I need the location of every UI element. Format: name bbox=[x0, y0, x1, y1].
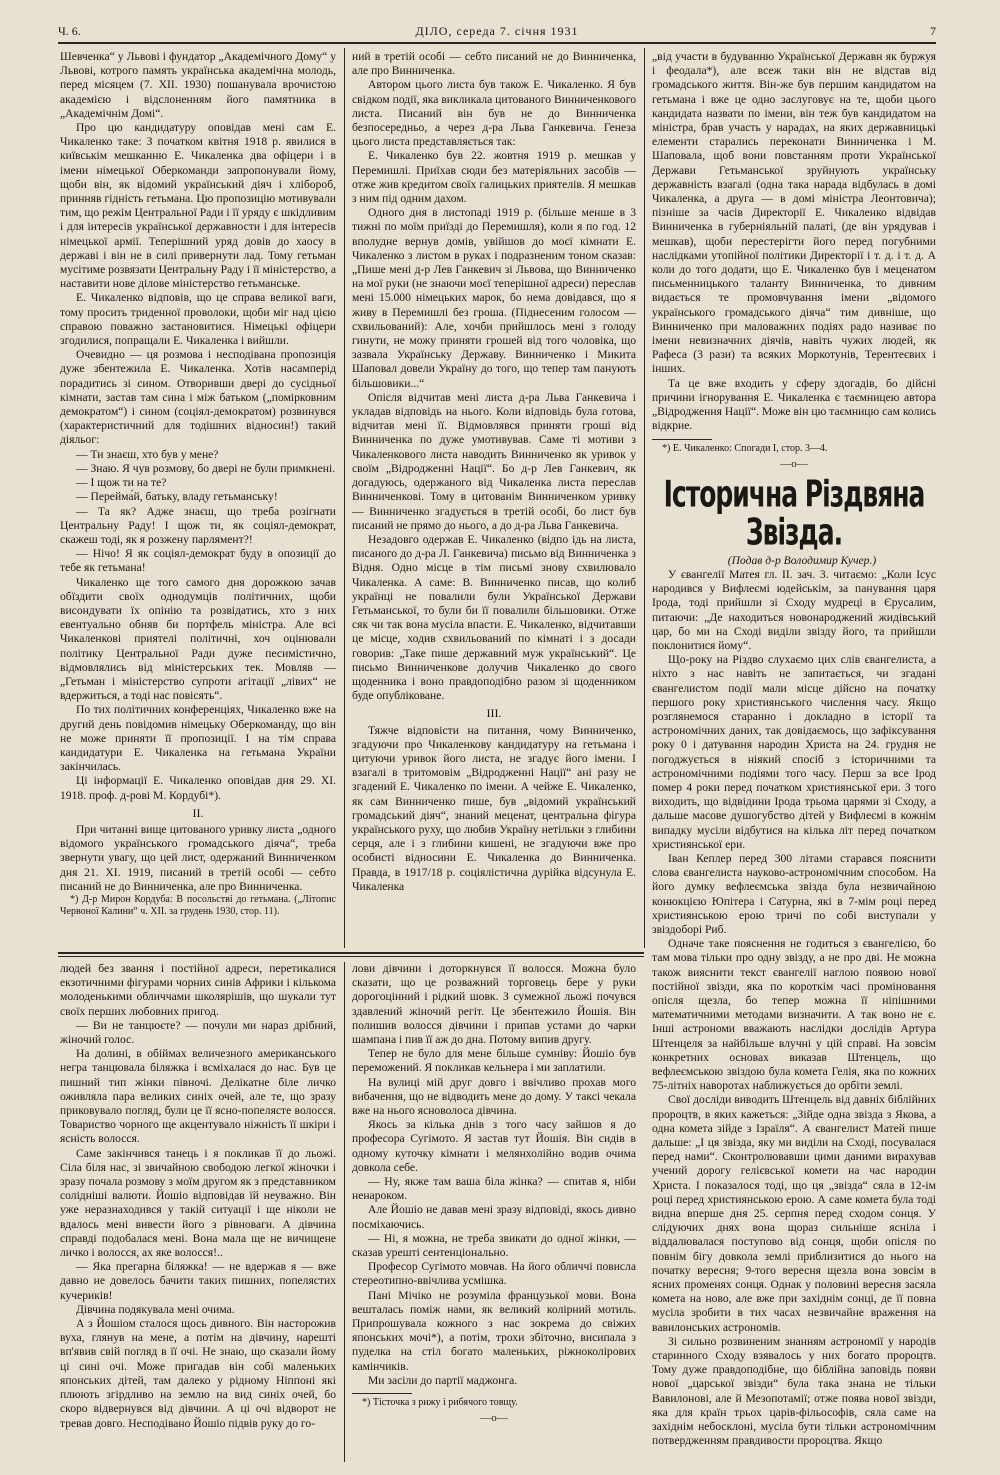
paragraph: Дівчина подякувала мені очима. bbox=[76, 1302, 235, 1316]
dialogue-line: — Перейма́й, батьку, владу гетьманську! bbox=[76, 490, 278, 504]
paragraph: А з Йошіом сталося щось дивного. Він насторожив вуха, глянув на мене, а потім на дівчину, нарешті вп'явив свій погляд в її очі. Не знаю, що сказали йому ці сині очі. Може пригадав він собі маленьких японських дітей, там далеко у рідному Ніппоні які плюють згірдливо на землю на вид синіх очей, бо скоро відвернувся від дівчини. А ці очі відворот не тревав довго. Несподівано Йошіо підвів руку до го- bbox=[60, 1317, 336, 1430]
paragraph: Про цю кандидатуру оповідав мені сам Е. Чикаленко таке: З початком квітня 1918 р. явилися в київськім мешканню Е. Чикаленка два офіцери і в імени німецької Оберкоманди запропонували йому, щоби він, як відомий український діяч і хлібороб, принняв гідність гетьмана. Цю пропозицію мотивували тим, що режім Центральної Ради і її уряду є шкідливим і для інтересів української державности і для інтересів німецької армії. Теперішний уряд довів до хаосу в державі і він не в силі привернути лад. Тому гетьман мусітиме розвязати Центральну Раду і її міністерство, а наставити нове ділове міністерство гетьманське. bbox=[60, 121, 336, 291]
dialogue-line: — Яка прегарна біляжка! — не вдержав я — вже давно не довелось бачити таких пишних, попелястих кучериків! bbox=[60, 1260, 336, 1302]
paragraph: Свої досліди виводить Штенцель від давніх біблійних пророцтв, в яких кажеться: „Зійде одна звізда з Якова, а одна комета зійде з Ізраїля“. А євангелист Матей пише дальше: „І ця звізда, яку ми виділи на Сході, посувалася перед нами“. Сконтролювавши цими даними вирахував учений дорогу гелієвської комети на час народин Христа. І показалося тоді, що ця „звізда“ сяла в 12-ім році перед християнською ерою. А саме комета була тоді видна вперше дня 25. серпня перед сходом сонця. У слідуючих днях вона щораз сильніше ясніла і віддалювалася поступово від сонця, щоби опісля по повнім бігу довкола землі приблизитися до нього на початку вересня; 9-того вересня щезла вона зовсім в ясних променях сонця. Однак у половині вересня засяла комета на ново, але вже при західнім сонці, де її повна мусіла зробити в тих часах незвичайне враження на вавилонських астрономів. bbox=[652, 1093, 936, 1334]
separator-ornament: —o— bbox=[780, 458, 808, 471]
dialogue-line: — Нічо! Я як соціял-демократ буду в опозиції до тебе як гетьмана! bbox=[60, 547, 336, 575]
paragraph: На долині, в обіймах величезного американського негра танцювала біляжка і всміхалася до нас. Був це пишний тип жінки півночі. Делікатне біле личко оживляла пара великих синіх очей, але те, що зразу приковувало погляд, були це її ясно-попелясте волосся. Товариство чорного ще акцентувало ніжність її шкіри і ясність волосся. bbox=[60, 1047, 336, 1146]
paragraph: лови дівчини і доторкнувся її волосся. Можна було сказати, що це розважний торговець бере у руки дорогоцінний і рідкий шовк. З сумежної льожі почувся здавлений жіночий регіт. Це збентежило Йошія. Він полишив волосся дівчини і припав устами до чарки шампана і пив її аж до дна. Потому випив другу. bbox=[352, 962, 636, 1047]
masthead: ДІЛО, середа 7. січня 1931 bbox=[415, 24, 579, 38]
paragraph: Очевидно — ця розмова і несподівана пропозиція дуже збентежила Е. Чикаленка. Хотів насамперід порадитись зі сином. Отворивши двері до сусідньої кімнати, застав там сина і між батьком („помірковним демократом“) і сином (соціял-демократом) розвинувся (характеристичний для тодішних відносин!) такий діяльог: bbox=[60, 348, 336, 447]
section-number: II. bbox=[192, 805, 204, 820]
paragraph: Опісля відчитав мені листа д-ра Льва Ганкевича і укладав відповідь на нього. Коли відповідь була готова, відчитав мені її. Відмовлявся приняти гроші від Винниченка по дуже умотивував. Саме ті мотиви з Чикаленкового листа наводить Винниченко як уривок у своїм „Відродженні Нації“. Бо д-р Лев Ганкевич, як догадуюсь, одержаного від Чикаленка листа переслав Винниченкові. Тому в цитованім Винниченком уривку — Винниченко згадується в третій особі, бо лист був писаний не прямо до нього, а до д-ра Льва Ганкевича. bbox=[352, 390, 636, 532]
feuilleton-column-1 bbox=[60, 962, 336, 1467]
feuilleton-rule-thin bbox=[58, 956, 644, 957]
footnote: *) Тісточка з рижу і рибячого товщу. bbox=[362, 1397, 518, 1409]
feuilleton-column-2 bbox=[352, 962, 636, 1467]
paragraph: По тих політичних конференціях, Чикаленко вже на другий день повідомив німецьку Оберкоманду, що він не може приняти її пропозиції. І на тім справа кандидатури Е. Чикаленка на гетьмана України закінчилась. bbox=[60, 703, 336, 774]
bottom-column-rule bbox=[344, 962, 345, 1462]
paragraph: У євангелії Матея гл. II. зач. 3. читаємо: „Коли Ісус народився у Вифлеємі юдейськім, за панування царя Ірода, тоді прийшли зі Сходу мудреці в Єрусалим, питаючи: „Де находиться новонароджений жидівський цар, бо ми на Сході виділи звізду його, та прийшли поклонитися йому“. bbox=[652, 567, 936, 652]
header-issue: Ч. 6. bbox=[58, 24, 81, 38]
paragraph: При читанні вище цитованого уривку листа „одного відомого українського громадського діяча“, треба звернути увагу, що цей лист, одержаний Винниченком дня 21. XI. 1919, писаний в третій особі — себто писаний не до Винниченка, але про Винниченка. bbox=[60, 822, 336, 893]
article-byline: (Подав д-р Володимир Кучер.) bbox=[727, 553, 877, 567]
paragraph: Якось за кілька днів з того часу зайшов я до професора Сугімото. Я застав тут Йошія. Він сидів в одному куточку кімнати і мелянхолійно водив очима довкола себе. bbox=[352, 1118, 636, 1174]
paragraph: Зі сильно розвиненим знанням астрономії у народів старинного Сходу взявалось у них богато пророцтв. Тому дуже правдоподібне, що біблійна заповідь появи нової „царської звізди“ була така знана не тільки Вавилонові, але й Мезопотамії; отже поява нової звізди, яка для країн трьох царів-фільософів, сяла саме на західнім небосклоні, мусіла бути тільки астрономічним потвердженням правдивости пророцтва. Якщо bbox=[652, 1334, 936, 1448]
paragraph: Е. Чикаленко був 22. жовтня 1919 р. мешкав у Перемишлі. Приїхав сюди без матеріяльних засобів — отже жив кредитом своїх галицьких приятелів. Я мешкав з ним під одним дахом. bbox=[352, 149, 636, 206]
feuilleton-rule bbox=[58, 952, 644, 954]
paragraph: Е. Чикаленко відповів, що це справа великої ваги, тому просить триденної проволоки, щоби міг над цією справою поважно застановитися. Німецькі офіцери згодилися, попращали Е. Чикаленка і вийшли. bbox=[60, 291, 336, 348]
paragraph: Саме закінчився танець і я покликав її до льожі. Сіла біля нас, зі звичайною свободою легкої жіночки і зразу почала розмову з моїм другом як з представником солідніші валюти. Йошіо відповідав їй неуважно. Він уже неразнаходився у такій ситуації і ще ніколи не вдалось мені вивести його з рівноваги. А дівчина справді подобалася мені. Вона мала ще не вичищене личко і волосся, ах яке волосся!.. bbox=[60, 1146, 336, 1260]
page-header bbox=[58, 24, 936, 40]
dialogue-line: — Ну, якже там ваша біла жінка? — спитав я, ніби ненароком. bbox=[352, 1175, 636, 1203]
paragraph: Незадовго одержав Е. Чикаленко (відпо ідь на листа, писаного до д-ра Л. Ганкевича) письмо від Винниченка з Відня. Одно місце в тім письмі знову схвилювало Чикаленка. А саме: В. Винниченко писав, що колиб українці не повалили були Української Держави Гетьманської, то були би її повалили більшовики. Отже сяк чи так вона мусіла впасти. Е. Чикаленко, відчитавши це місце, ходив схвильований по кімнаті і з досади говорив: „Таке пише державний муж український“. Це письмо Винниченкове долучив Чикаленко до свого щоденника і воно правдоподібно разом зі щоденником буде опубліковане. bbox=[352, 532, 636, 703]
paragraph: Та це вже входить у сферу здогадів, бо дійсні причини ігнорування Е. Чикаленка є таємницею автора „Відродження Нації“. Може він цю таємницю сам колись відкрие. bbox=[652, 376, 936, 433]
paragraph: Професор Сугімото мовчав. На його обличчі повисла стереотипно-ввічлива усмішка. bbox=[352, 1260, 636, 1288]
section-number: III. bbox=[486, 706, 502, 721]
paragraph: Шевченка“ у Львові і фундатор „Академічного Дому“ у Львові, котрого память українська академічна молодь, перед місяцем (7. XII. 1930) пошанувала врочистою академією і відслоненням його памятника в „Академічнім Домі“. bbox=[60, 50, 336, 120]
footnote-rule bbox=[652, 439, 712, 440]
paragraph: Ми засіли до партії маджонга. bbox=[368, 1373, 518, 1387]
paragraph: Тяжче відповісти на питання, чому Винниченко, згадуючи про Чикаленкову кандидатуру на гетьмана і цитуючи уривок його листа, не згадує його імени. І взагалі в тритомовім „Відродженні Нації“ ані разу не згадений Е. Чикаленко по імени. А чейже Е. Чикаленко, як сам Винниченко пише, був „відомий український громадський діяч“, знаний меценат, центральна фігура українського руху, що любив Україну нетільки з глибини серця, але і з глибини кишені, не згадуючи вже про особисті відносини Е. Чикаленка до Винниченка. Правда, в 1917/18 р. соціялістична дурійка відсунула Е. Чикаленка bbox=[352, 723, 636, 893]
article-column-3 bbox=[652, 50, 936, 1465]
paragraph: Чикаленко ще того самого дня дорожкою зачав обїздити своїх однодумців політичних, щоби висондувати їх опінію та розвідатись, хто з них евентуально обняв би портфель міністра. Але всі Чикаленкові приятелі політичні, хоч оцінювали політику Центральної Ради дуже песимістично, відмовлялись від міністерських тек. Мовляв — „Гетьман і міністерство супроти агітації „лівих“ не вдержиться, а тоді нас повісять“. bbox=[60, 575, 336, 703]
footnote-rule bbox=[352, 1393, 412, 1394]
dialogue-line: — І щож ти на те? bbox=[76, 476, 167, 490]
paragraph: Ці інформації Е. Чикаленко оповідав дня 29. XI. 1918. проф. д-рові М. Кордубі*). bbox=[60, 774, 336, 802]
paragraph: ний в третій особі — себто писаний не до Винниченка, але про Винниченка. bbox=[352, 50, 636, 78]
paragraph: Автором цього листа був також Е. Чикаленко. Я був свідком події, яка викликала цитованого Винниченкового листа. Писаний він був не до Винниченка безпосередньо, а через д-ра Льва Ганкевича. Генеза цього листа представляється так: bbox=[352, 78, 636, 149]
article-column-1 bbox=[60, 50, 336, 935]
dialogue-line: — Ви не танцюєте? — почули ми нараз дрібний, жіночий голос. bbox=[60, 1018, 336, 1047]
paragraph: На вулиці мій друг довго і ввічливо прохав мого вибачення, що не відводить мене до дому. У таксі чекала вже на нього ясноволоса дівчина. bbox=[352, 1075, 636, 1118]
header-rule bbox=[58, 42, 936, 44]
dialogue-line: — Ні, я можна, не треба звикати до одної жінки, — сказав урешті сентенціонально. bbox=[352, 1231, 636, 1260]
footnote: *) Е. Чикаленко: Спогади I, стор. 3—4. bbox=[662, 443, 828, 455]
column-rule-2 bbox=[644, 48, 645, 948]
paragraph: Іван Кеплер перед 300 літами старався пояснити слова євангелиста науково-астрономічним способом. На його думку вефлеємська звізда була незвичайною конюкцією Юпітера і Сатурна, які в 7-мім році перед християнською ерою тричі по собі виступали у звіздоборі Риб. bbox=[652, 851, 936, 936]
paragraph: людей без звання і постійної адреси, перетикалися екзотичними фігурами чорних синів Африки і кількома молоденькими обличчами школярішів, що шукали тут своїх перших любовних пригод. bbox=[60, 962, 336, 1018]
paragraph: „від участи в будуванню Української Державн як буржуя і феодала*), але всеж таки він не відстав від громадського життя. Він-же був першим кандидатом на гетьмана і вже це одно заслуговує на те, щоби цього кандидата назвати по імени, він теж був кандидатом на міністра, брав участь у нарадах, на яких державницькі елементи старались переконати Винниченка і М. Шаповала, щоб вони повстанням проти Української Держави Гетьманської зруйнують українську державність взагалі (одна така нарада відбулась в домі Чикаленка, а друга — в домі міністра Леонтовича); пізніше за часів Директорії Е. Чикаленко відвідав Винниченка в губерніяльній палаті, (де він урядував і мешкав), щоби перестерігти його перед погубними наслідками утопійної політики Директорії і т. д. і т. д. А коли до того додати, що Е. Чикаленко був і меценатом письменницького таланту Винниченка, то дивним видається те промовчування імени „відомого українського громадського діяча“ тим дивніше, що Винниченко при маловажних подіях радо називає по імени невизначних діячів, навіть чужих людей, як Рафеса (3 рази) та всяких Моркотунів, Терентеєвих і інших. bbox=[652, 50, 936, 376]
paragraph: Пані Мічіко не розуміла французької мови. Вона вешталась поміж нами, як великий колірний мотиль. Припрошувала кожного з нас зокрема до свіжих японських мочі*), а потім, трохи збіточно, висипала з пуделка на стіл богато маленьких, ріжноколірових камінчиків. bbox=[352, 1288, 636, 1373]
paragraph: Одного дня в листопаді 1919 р. (більше менше в 3 тижні по моїм приїзді до Перемишля), коли я по год. 12 вполудне вернув домів, увійшов до моєї кімнати Е. Чикаленко з листом в руках і подразненим тоном сказав: „Пише мені д-р Лев Ганкевич зі Львова, що Винниченко на мої руки (не знаючи моєї теперішної адреси) переслав мені 15.000 німецьких марок, бо нема довідався, що я живу в Перемишлі без гроша. (Піднесеним голосом — схвильований): Але, хочби прийшлось мені з голоду гинути, не можу приняти грошей від того чоловіка, що зазвала Українську Державу. Винниченко і Микита Шаповал довели Україну до того, що тепер там панують більшовики...“ bbox=[352, 206, 636, 390]
footnote: *) Д-р Мирон Кордуба: В посольстві до гетьмана. („Літопис Червоної Калини“ ч. XII. за грудень 1930, стор. 11). bbox=[60, 893, 336, 917]
dialogue-line: — Знаю. Я чув розмову, бо двері не були примкнені. bbox=[76, 461, 336, 475]
page-number: 7 bbox=[930, 24, 936, 38]
separator-ornament: —o— bbox=[480, 1412, 508, 1425]
paragraph: Що-року на Різдво слухаємо цих слів євангелиста, а ніхто з нас навіть не запитається, чи згадані євангелистом події мали місце дійсно на початку першого року християнського числення часу. Якщо розглянемося старанно і докладно в історії та астрономічних даних, так довідаємось, що зафіксування року 0 і датування народин Христа на 24. грудня не погоджується в ніякий спосіб з історичними та астрономічними подіями того часу. Перш за все Ірод помер 4 роки перед початком християнської ери. З того виходить, що відвідини Ірода трьома царями зі Сходу, а дальше масове душогубство дітей у Вифлеємі в кожнім випадку мусіли відбутися на кілька літ перед початком християнської ери. bbox=[652, 653, 936, 851]
dialogue-line: — Ти знаєш, хто був у мене? bbox=[76, 447, 219, 461]
paragraph: Тепер не було для мене більше сумніву: Йошіо був переможений. Я покликав кельнера і ми заплатили. bbox=[352, 1047, 636, 1075]
column-rule-1 bbox=[344, 48, 345, 948]
article-title: Історична Різдвяна Звізда. bbox=[663, 473, 925, 553]
dialogue-line: — Та як? Адже знаєш, що треба розігнати Центральну Раду! І щож ти, як соціял-демократ, скажеш тоді, як я розжену парлямент?! bbox=[60, 504, 336, 546]
paragraph: Але Йошіо не давав мені зразу відповіді, якось дивно посміхаючись. bbox=[352, 1203, 636, 1231]
article-column-2 bbox=[352, 50, 636, 935]
paragraph: Одначе таке пояснення не годиться з євангелією, бо там мова тільки про одну звізду, а не про дві. Не можна також вияснити текст євангелії наглою появою нової постійної звізди, яка по короткім часі проміновання опісля щезла, бо тепер можна її ніпішними математичними методами визначити. А так воно не є. Інші астрономи вважають наслідки дослідів Артура Штенцеля за найбільше влучні у цій справі. На зовсім конкретних основах виказав Штенцель, що вефлеємською звіздою була комета Гелія, яка по кожних 75-літніх наворотах наближується до орбіти землі. bbox=[652, 937, 936, 1093]
